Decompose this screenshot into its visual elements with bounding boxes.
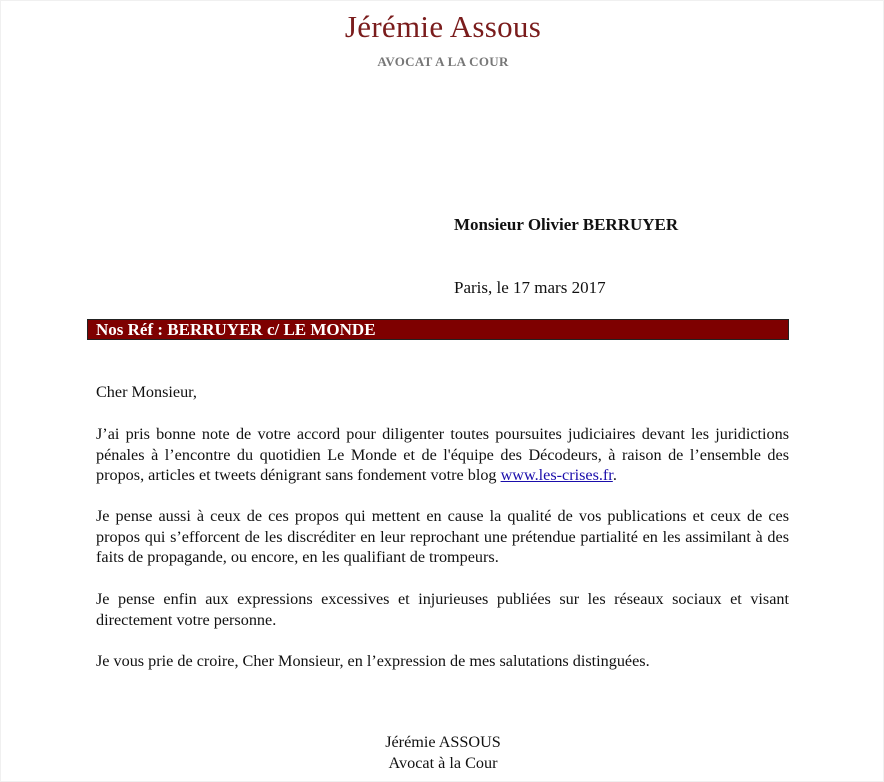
letterhead-name: Jérémie Assous — [344, 9, 542, 44]
letter-date: Paris, le 17 mars 2017 — [454, 278, 606, 297]
paragraph-2 — [96, 506, 789, 568]
paragraph-1 — [96, 424, 789, 486]
paragraph-1-text: J’ai pris bonne note de votre accord pour diligenter toutes poursuites judiciaires devant les juridictions pénales à l’encontre du quotidien Le Monde et de l'équipe des Décodeurs, à raison de l’ensemble des propos, articles et tweets dénigrant sans fondement votre blog — [96, 425, 789, 484]
paragraph-2-text: Je pense aussi à ceux de ces propos qui mettent en cause la qualité de vos publications et ceux de ces propos qui s’efforcent de les discréditer en leur reprochant une prétendue partialité en les assimilant à des faits de propagande, ou encore, en les qualifiant de trompeurs. — [96, 507, 789, 566]
recipient: Monsieur Olivier BERRUYER — [454, 215, 679, 234]
reference-text: Nos Réf : BERRUYER c/ LE MONDE — [96, 320, 376, 339]
signature-title: Avocat à la Cour — [388, 754, 498, 772]
reference-bar — [87, 319, 789, 340]
paragraph-1-end: . — [612, 466, 617, 484]
blog-link[interactable]: www.les-crises.fr — [500, 466, 613, 484]
paragraph-3 — [96, 589, 789, 630]
paragraph-4 — [96, 651, 789, 672]
signature-name: Jérémie ASSOUS — [385, 733, 501, 751]
letterhead-title: AVOCAT A LA COUR — [377, 54, 509, 69]
signature — [1, 732, 884, 774]
salutation: Cher Monsieur, — [96, 383, 197, 401]
paragraph-3-text: Je pense enfin aux expressions excessives et injurieuses publiées sur les réseaux sociaux et visant directement votre personne. — [96, 590, 789, 629]
paragraph-4-text: Je vous prie de croire, Cher Monsieur, en l’expression de mes salutations distinguées. — [96, 652, 650, 670]
